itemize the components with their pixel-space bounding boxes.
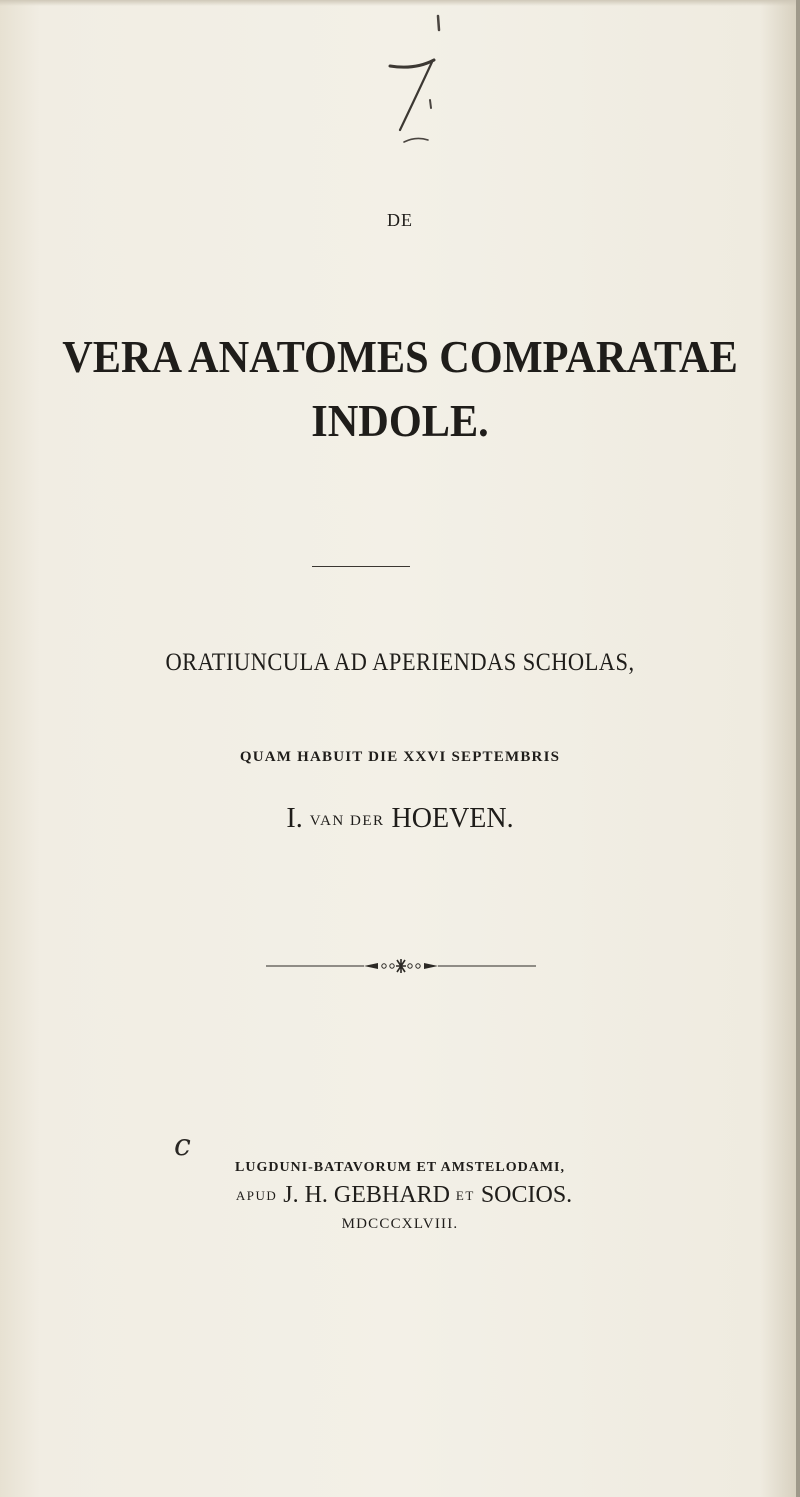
imprint-et: ET [455, 1188, 475, 1203]
imprint-printer-line [4, 1182, 800, 1209]
author-surname: HOEVEN. [391, 803, 514, 834]
printer-ornament [266, 956, 536, 974]
author-particle: VAN DER [309, 813, 385, 829]
title-divider [312, 566, 410, 567]
title-line-2: INDOLE. [311, 395, 489, 446]
imprint-printer: J. H. GEBHARD [283, 1182, 450, 1208]
imprint-apud: APUD [235, 1188, 278, 1203]
page-top-edge [0, 0, 800, 6]
imprint-socios: SOCIOS. [480, 1182, 573, 1208]
title-line-1: VERA ANATOMES COMPARATAE [62, 331, 738, 382]
handwritten-c-mark: c [174, 1128, 191, 1163]
de-heading: DE [387, 210, 413, 230]
subtitle: ORATIUNCULA AD APERIENDAS SCHOLAS, [165, 649, 635, 676]
imprint-date: MDCCCXLVIII. [341, 1216, 459, 1232]
delivery-note: QUAM HABUIT DIE XXVI SEPTEMBRIS [239, 749, 561, 765]
handwritten-numeral-mark [370, 8, 450, 148]
author-initial: I. [286, 803, 303, 834]
author-line [0, 803, 800, 835]
imprint-place: LUGDUNI-BATAVORUM ET AMSTELODAMI, [235, 1160, 565, 1175]
